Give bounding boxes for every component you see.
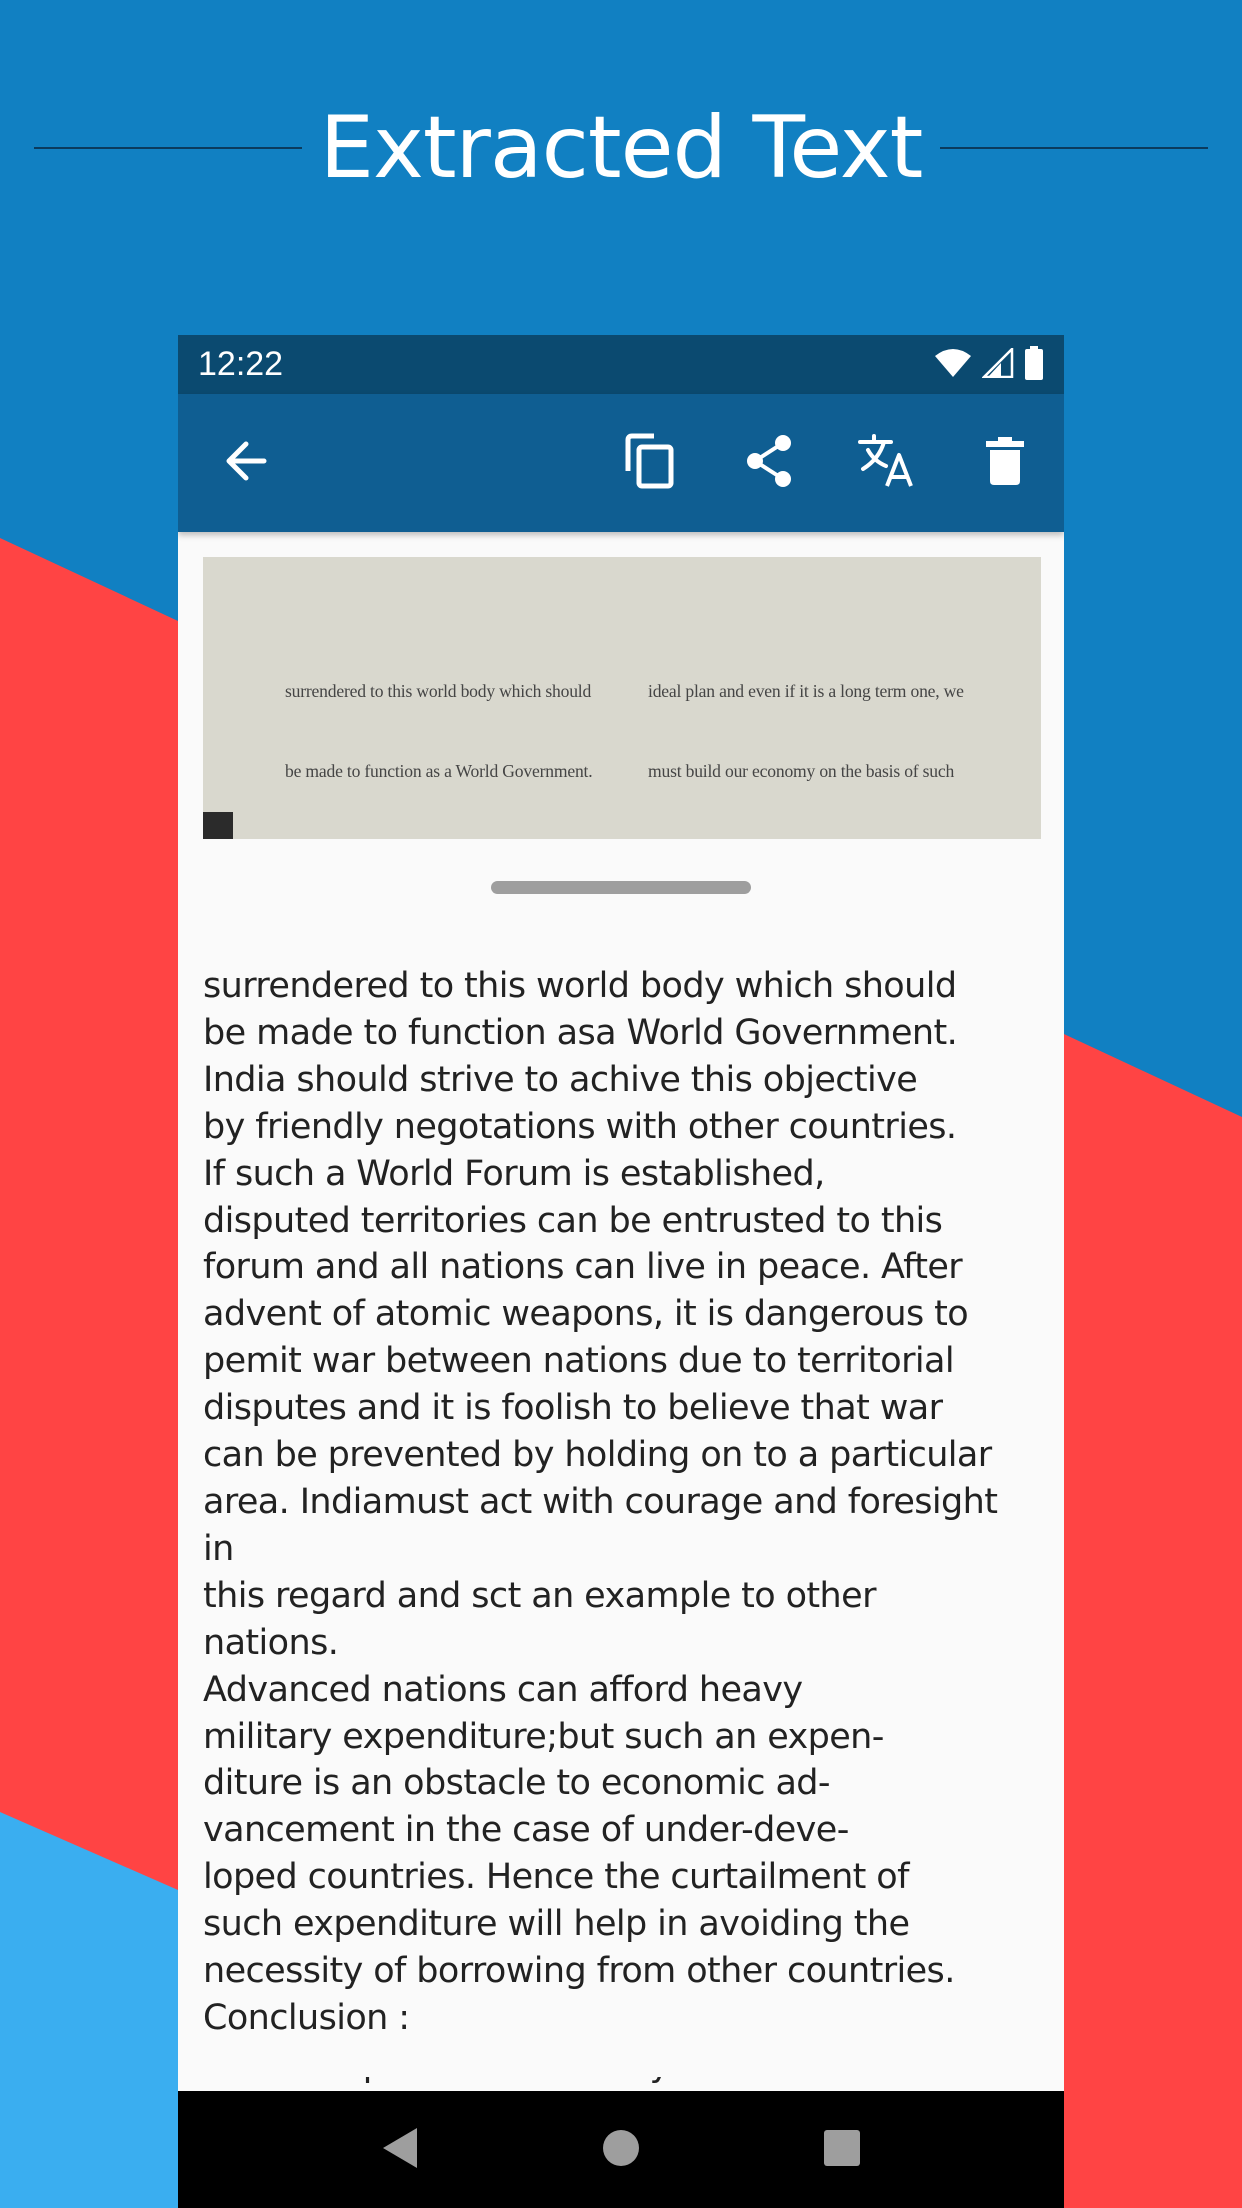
status-time: 12:22 (198, 345, 284, 383)
back-button[interactable] (211, 428, 281, 498)
battery-icon (1024, 346, 1044, 384)
text-line: pemit war between nations due to territorial (203, 1341, 955, 1382)
app-bar (178, 394, 1064, 532)
text-line: disputes and it is foolish to believe that war (203, 1388, 943, 1429)
share-icon (743, 433, 795, 493)
arrow-back-icon (224, 439, 268, 487)
phone-screen (178, 335, 1064, 2208)
scan-line: surrendered to this world body which should (285, 681, 592, 701)
text-line: such expenditure will help in avoiding the (203, 1904, 910, 1945)
scan-line (285, 837, 593, 839)
page-heading (0, 88, 1242, 208)
nav-home-button[interactable] (596, 2125, 646, 2175)
text-line: loped countries. Hence the curtailment of (203, 1857, 909, 1898)
delete-icon (983, 436, 1027, 490)
nav-recents-icon (822, 2128, 862, 2172)
text-line: be made to function asa World Government. (203, 1012, 958, 1053)
text-line: forum and all nations can live in peace. After (203, 1247, 963, 1288)
system-nav-bar (178, 2091, 1064, 2208)
text-line: diture is an obstacle to economic ad- (203, 1763, 830, 1804)
text-line: surrendered to this world body which should (203, 966, 957, 1006)
text-line: this regard and sct an example to other (203, 1575, 876, 1616)
share-button[interactable] (734, 428, 804, 498)
text-line: vancement in the case of under-deve- (203, 1810, 849, 1851)
text-line: advent of atomic weapons, it is dangerous to (203, 1294, 969, 1335)
text-line: in (203, 1528, 234, 1569)
scan-line (648, 837, 968, 839)
text-line: If such a World Forum is established, (203, 1153, 825, 1194)
nav-home-icon (601, 2128, 641, 2172)
heading-rule-right (940, 147, 1208, 149)
translate-icon (857, 433, 917, 493)
status-bar (178, 335, 1064, 394)
extracted-text-area[interactable] (203, 963, 1039, 2208)
text-line: by friendly negotations with other countries. (203, 1106, 957, 1147)
cell-signal-icon (982, 348, 1014, 382)
translate-button[interactable] (852, 428, 922, 498)
nav-back-button[interactable] (376, 2125, 426, 2175)
text-line: nations. (203, 1622, 339, 1663)
scan-line: must build our economy on the basis of such (648, 760, 955, 781)
nav-recents-button[interactable] (817, 2125, 867, 2175)
bottom-sheet-drag-handle[interactable] (491, 881, 751, 894)
text-line: military expenditure;but such an expen- (203, 1716, 884, 1757)
scan-right-column (648, 625, 968, 839)
text-line: Advanced nations can afford heavy (203, 1669, 803, 1710)
text-line: India should strive to achive this objective (203, 1059, 918, 1100)
text-clip-fade (178, 2047, 1064, 2077)
text-line: Conclusion : (203, 1997, 410, 2038)
wifi-icon (934, 348, 972, 382)
copy-icon (624, 433, 676, 493)
scanned-page-image[interactable] (203, 557, 1041, 839)
scan-shadow (203, 812, 233, 839)
scan-line: be made to function as a World Government. (285, 760, 593, 781)
text-line: area. Indiamust act with courage and foresight (203, 1481, 998, 1522)
nav-back-icon (381, 2126, 421, 2174)
scan-line: ideal plan and even if it is a long term one, we (648, 681, 964, 701)
heading-rule-left (34, 147, 302, 149)
text-line: disputed territories can be entrusted to this (203, 1200, 943, 1241)
text-line: can be prevented by holding on to a particular (203, 1435, 992, 1476)
copy-button[interactable] (615, 428, 685, 498)
delete-button[interactable] (970, 428, 1040, 498)
text-line: necessity of borrowing from other countries. (203, 1951, 955, 1992)
scan-left-column (285, 625, 593, 839)
page-title: Extracted Text (319, 98, 923, 198)
